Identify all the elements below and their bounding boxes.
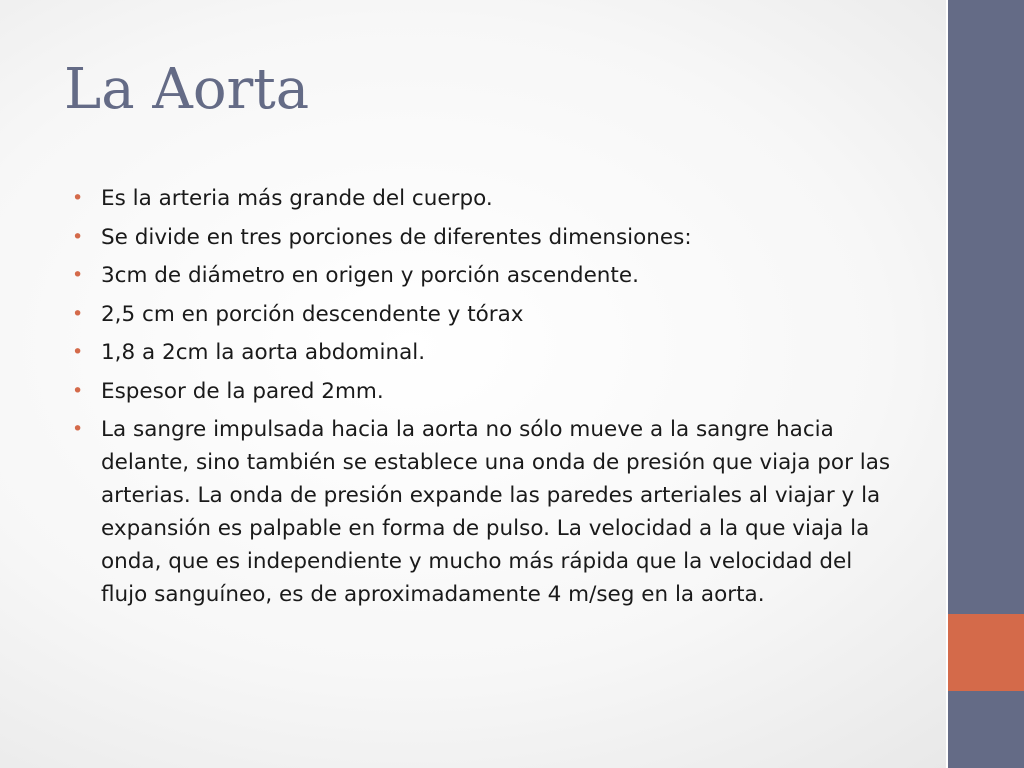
bullet-item: [72, 182, 902, 215]
bullet-text: Espesor de la pared 2mm.: [101, 378, 384, 404]
bullet-item: [72, 375, 902, 408]
bullet-dot-icon: •: [72, 379, 84, 402]
bullet-text: Se divide en tres porciones de diferentes dimensiones:: [101, 224, 692, 250]
bullet-item: [72, 221, 902, 254]
bullet-dot-icon: •: [72, 418, 84, 440]
bullet-item: [72, 336, 902, 369]
side-accent-block: [948, 614, 1024, 691]
bullet-dot-icon: •: [72, 225, 84, 248]
bullet-item: [72, 413, 902, 611]
bullet-dot-icon: •: [72, 187, 84, 209]
slide-title: La Aorta: [64, 57, 310, 122]
bullet-dot-icon: •: [72, 341, 84, 363]
bullet-dot-icon: •: [72, 264, 84, 286]
side-bar: [946, 0, 1024, 768]
bullet-dot-icon: •: [72, 302, 84, 325]
bullet-list: [72, 182, 902, 617]
bullet-text: Es la arteria más grande del cuerpo.: [101, 186, 493, 211]
bullet-item: [72, 259, 902, 292]
bullet-text: La sangre impulsada hacia la aorta no sólo mueve a la sangre hacia delante, sino también se establece una onda de presión que viaja por las arterias. La onda de presión expande las paredes arteriales al viajar y la expansión es palpable en forma de pulso. La velocidad a la que viaja la onda, que es independiente y mucho más rápida que la velocidad del flujo sanguíneo, es de aproximadamente 4 m/seg en la aorta.: [101, 417, 891, 607]
bullet-text: 1,8 a 2cm la aorta abdominal.: [101, 340, 426, 365]
bullet-text: 3cm de diámetro en origen y porción ascendente.: [101, 263, 639, 288]
bullet-text: 2,5 cm en porción descendente y tórax: [101, 301, 524, 327]
bullet-item: [72, 298, 902, 331]
